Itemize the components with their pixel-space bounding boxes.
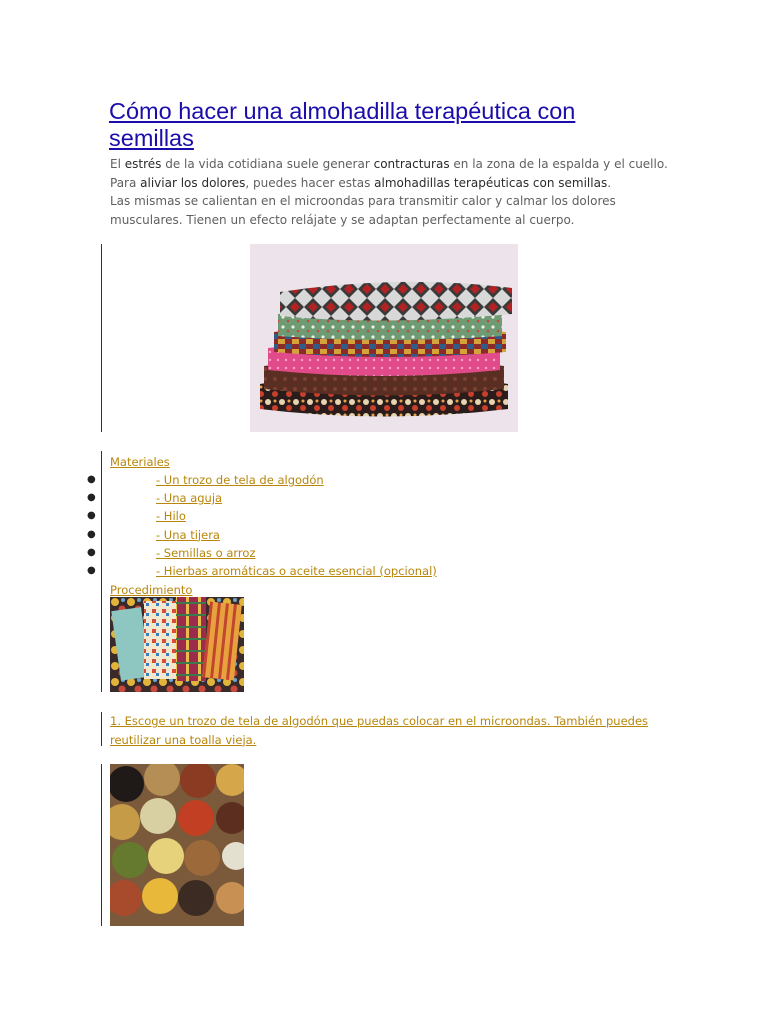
intro-text (110, 155, 670, 229)
intro-text-part: de la vida cotidiana suele generar (161, 157, 374, 171)
pillows-stack-image (250, 244, 518, 432)
bullet-icon: ● (87, 474, 96, 485)
page-title[interactable]: Cómo hacer una almohadilla terapéutica con semillas (109, 98, 576, 151)
material-link[interactable]: - Un trozo de tela de algodón (156, 473, 324, 487)
keyword-estres: estrés (124, 157, 162, 171)
section-divider (101, 244, 102, 432)
section-divider (101, 712, 102, 746)
materials-heading[interactable]: Materiales (110, 455, 170, 469)
bullet-icon: ● (87, 510, 96, 522)
material-link[interactable]: - Hilo (156, 509, 186, 524)
material-link[interactable]: - Una aguja (156, 491, 223, 506)
intro-text-part: El (110, 157, 125, 171)
intro-line-2 (110, 174, 670, 193)
material-link[interactable]: - Hierbas aromáticas o aceite esencial (opcional) (156, 563, 437, 578)
step-1-text[interactable]: 1. Escoge un trozo de tela de algodón que puedas colocar en el microondas. También puedes reutilizar una toalla vieja. (110, 714, 649, 747)
procedure-heading[interactable]: Procedimiento (110, 583, 193, 597)
intro-line-1 (110, 155, 670, 174)
intro-text-part: , puedes hacer estas (245, 175, 375, 190)
fabric-image (110, 597, 244, 692)
section-divider (101, 451, 102, 692)
seeds-image (110, 764, 244, 926)
material-link[interactable]: - Una tijera (156, 527, 220, 542)
material-link[interactable]: - Semillas o arroz (156, 545, 256, 560)
intro-text-part: . (607, 175, 612, 190)
keyword-contracturas: contracturas (373, 157, 450, 171)
bullet-icon: ● (87, 564, 96, 576)
intro-text-part: en la zona de la espalda y el cuello. (449, 157, 668, 171)
bullet-icon: ● (87, 492, 96, 504)
keyword-almohadillas: almohadillas terapéuticas con semillas (374, 175, 608, 190)
section-divider (101, 764, 102, 926)
keyword-aliviar: aliviar los dolores (140, 175, 246, 190)
bullet-icon: ● (87, 528, 96, 540)
bullet-icon: ● (87, 546, 96, 558)
intro-paragraph-2: Las mismas se calientan en el microondas para transmitir calor y calmar los dolores musculares. Tienen un efecto relájate y se adaptan perfectamente al cuerpo. (110, 194, 616, 227)
intro-text-part: Para (110, 175, 141, 190)
